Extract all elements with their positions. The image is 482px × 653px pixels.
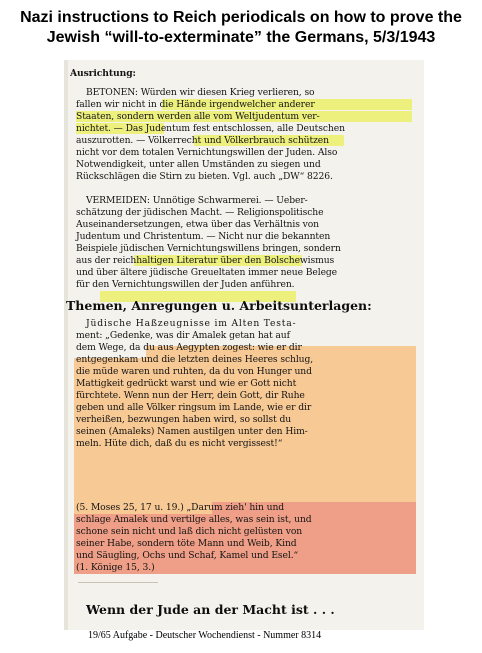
text-line: dem Wege, da du aus Aegypten zogest: wie er dir bbox=[76, 342, 302, 353]
text-line: Rückschlägen die Stirn zu bieten. Vgl. auch „DW“ 8226. bbox=[76, 171, 333, 182]
text-line: Staaten, sondern werden alle vom Weltjudentum ver- bbox=[76, 111, 320, 122]
text-line: Judentum und Christentum. — Nicht nur die bekannten bbox=[76, 231, 331, 242]
text-line: meln. Hüte dich, daß du es nicht vergissest!“ bbox=[76, 438, 283, 449]
text-line: Jüdische Haßzeugnisse im Alten Testa- bbox=[86, 318, 297, 329]
text-line: verheißen, bezwungen haben wird, so sollst du bbox=[76, 414, 292, 425]
scan-noise bbox=[78, 582, 158, 583]
text-line: schone sein nicht und laß dich nicht gelüsten von bbox=[76, 526, 303, 537]
text-line: auszurotten. — Völkerrecht und Völkerbrauch schützen bbox=[76, 135, 329, 146]
text-line: Mattigkeit gedrückt warst und wie er Gott nicht bbox=[76, 378, 297, 389]
text-line: für den Vernichtungswillen der Juden anführen. bbox=[76, 279, 295, 290]
text-line: ment: „Gedenke, was dir Amalek getan hat auf bbox=[76, 330, 290, 341]
caption-title bbox=[0, 8, 482, 48]
heading-themen: Themen, Anregungen u. Arbeitsunterlagen: bbox=[66, 298, 372, 313]
scanned-document bbox=[64, 60, 424, 630]
text-line: (5. Moses 25, 17 u. 19.) „Darum zieh' hin und bbox=[76, 502, 285, 513]
text-line: fallen wir nicht in die Hände irgendwelcher anderer bbox=[76, 99, 315, 110]
text-line: Beispiele jüdischen Vernichtungswillens bringen, sondern bbox=[76, 243, 341, 254]
heading-ausrichtung: Ausrichtung: bbox=[70, 68, 136, 79]
text-line: schätzung der jüdischen Macht. — Religionspolitische bbox=[76, 207, 324, 218]
text-line: Notwendigkeit, unter allen Umständen zu siegen und bbox=[76, 159, 321, 170]
text-line: seiner Habe, sondern töte Mann und Weib, Kind bbox=[76, 538, 297, 549]
text-line: VERMEIDEN: Unnötige Schwarmerei. — Ueber- bbox=[86, 195, 308, 206]
source-footer: 19/65 Aufgabe - Deutscher Wochendienst - Nummer 8314 bbox=[88, 630, 322, 641]
caption-line-1: Nazi instructions to Reich periodicals on how to prove the bbox=[20, 9, 462, 26]
text-line: schlage Amalek und vertilge alles, was sein ist, und bbox=[76, 514, 312, 525]
heading-wenn: Wenn der Jude an der Macht ist . . . bbox=[86, 602, 335, 617]
text-line: seinen (Amaleks) Namen austilgen unter den Him- bbox=[76, 426, 308, 437]
text-line: Auseinandersetzungen, etwa über das Verhältnis von bbox=[76, 219, 319, 230]
text-line: und Säugling, Ochs und Schaf, Kamel und Esel.“ bbox=[76, 550, 299, 561]
text-line: aus der reichhaltigen Literatur über den Bolschewismus bbox=[76, 255, 335, 266]
text-line: und über ältere jüdische Greueltaten immer neue Belege bbox=[76, 267, 338, 278]
text-line: die müde waren und ruhten, da du von Hunger und bbox=[76, 366, 312, 377]
text-line: nicht vor dem totalen Vernichtungswillen der Juden. Also bbox=[76, 147, 338, 158]
text-line: (1. Könige 15, 3.) bbox=[76, 562, 155, 573]
text-line: fürchtete. Wenn nun der Herr, dein Gott, dir Ruhe bbox=[76, 390, 305, 401]
text-line: entgegenkam und die letzten deines Heeres schlug, bbox=[76, 354, 314, 365]
text-line: BETONEN: Würden wir diesen Krieg verlieren, so bbox=[86, 87, 315, 98]
text-line: geben und alle Völker ringsum im Lande, wie er dir bbox=[76, 402, 312, 413]
caption-line-2: Jewish “will-to-exterminate” the Germans, 5/3/1943 bbox=[46, 29, 436, 46]
scan-edge bbox=[64, 60, 68, 630]
text-line: nichtet. — Das Judentum fest entschlossen, alle Deutschen bbox=[76, 123, 345, 134]
